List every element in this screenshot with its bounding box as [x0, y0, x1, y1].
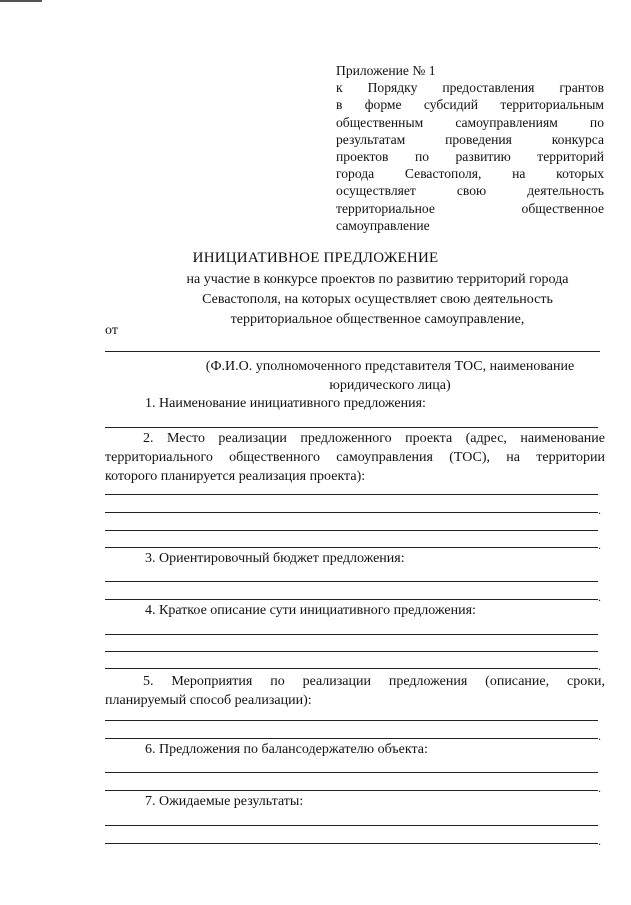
item-5-fill-line[interactable] — [105, 738, 598, 739]
scan-corner-mark — [0, 0, 42, 2]
item-7-fill-line[interactable] — [105, 825, 598, 826]
item-2-line: которого планируется реализация проекта): — [105, 469, 366, 484]
line-end-mark: . — [598, 781, 601, 795]
item-6-fill-line[interactable] — [105, 790, 598, 791]
item-2-fill-line[interactable] — [105, 494, 598, 495]
from-label: от — [105, 323, 118, 338]
appendix-line: общественным самоуправлениям по — [336, 114, 604, 130]
caption-line: (Ф.И.О. уполномоченного представителя ТОС, наименование — [205, 359, 575, 374]
item-2-fill-line[interactable] — [105, 547, 598, 548]
appendix-reference — [336, 79, 604, 234]
subtitle-line: на участие в конкурсе проектов по развитию территорий города — [186, 272, 569, 287]
item-3-label: 3. Ориентировочный бюджет предложения: — [145, 551, 405, 566]
item-5-line: 5. Мероприятия по реализации предложения (описание, сроки, — [143, 674, 605, 689]
subtitle-line: территориальное общественное самоуправление, — [230, 312, 525, 327]
appendix-line: самоуправление — [336, 217, 430, 233]
line-end-mark: . — [598, 538, 601, 552]
line-end-mark: . — [598, 659, 601, 673]
item-3-fill-line[interactable] — [105, 581, 598, 582]
item-1-fill-line[interactable] — [105, 427, 598, 428]
from-caption — [180, 357, 600, 395]
item-6-label: 6. Предложения по балансодержателю объекта: — [145, 742, 428, 757]
line-end-mark: . — [598, 729, 601, 743]
line-end-mark: . — [598, 834, 601, 848]
item-2-label — [105, 429, 605, 486]
item-3-fill-line[interactable] — [105, 599, 598, 600]
item-1-label: 1. Наименование инициативного предложения: — [145, 396, 426, 411]
form-title: ИНИЦИАТИВНОЕ ПРЕДЛОЖЕНИЕ — [192, 250, 439, 266]
appendix-line: проектов по развитию территорий — [336, 149, 604, 165]
item-4-fill-line[interactable] — [105, 668, 598, 669]
appendix-line: территориальное общественное — [336, 200, 604, 216]
appendix-block — [336, 62, 604, 234]
item-5-line: планируемый способ реализации): — [105, 693, 312, 708]
line-end-mark: . — [598, 590, 601, 604]
appendix-line: в форме субсидий территориальным — [336, 97, 604, 113]
caption-line: юридического лица) — [329, 378, 451, 393]
item-4-label: 4. Краткое описание сути инициативного предложения: — [145, 603, 476, 618]
item-2-line: 2. Место реализации предложенного проекта (адрес, наименование — [143, 431, 605, 446]
form-subtitle — [150, 270, 605, 330]
item-7-fill-line[interactable] — [105, 843, 598, 844]
appendix-line: к Порядку предоставления грантов — [336, 80, 604, 96]
from-fill-line[interactable] — [105, 351, 600, 352]
line-end-mark: . — [598, 503, 601, 517]
item-2-line: территориального общественного самоуправления (ТОС), на территории — [105, 450, 605, 465]
item-5-fill-line[interactable] — [105, 720, 598, 721]
item-2-fill-line[interactable] — [105, 512, 598, 513]
item-2-fill-line[interactable] — [105, 530, 598, 531]
item-5-label — [105, 672, 605, 710]
item-7-label: 7. Ожидаемые результаты: — [145, 794, 304, 809]
appendix-line: города Севастополя, на которых — [336, 166, 604, 182]
appendix-line: осуществляет свою деятельность — [336, 183, 604, 199]
item-6-fill-line[interactable] — [105, 772, 598, 773]
subtitle-line: Севастополя, на которых осуществляет свою деятельность — [202, 292, 553, 307]
appendix-title: Приложение № 1 — [336, 63, 436, 78]
item-4-fill-line[interactable] — [105, 634, 598, 635]
item-4-fill-line[interactable] — [105, 651, 598, 652]
appendix-line: результатам проведения конкурса — [336, 131, 604, 147]
